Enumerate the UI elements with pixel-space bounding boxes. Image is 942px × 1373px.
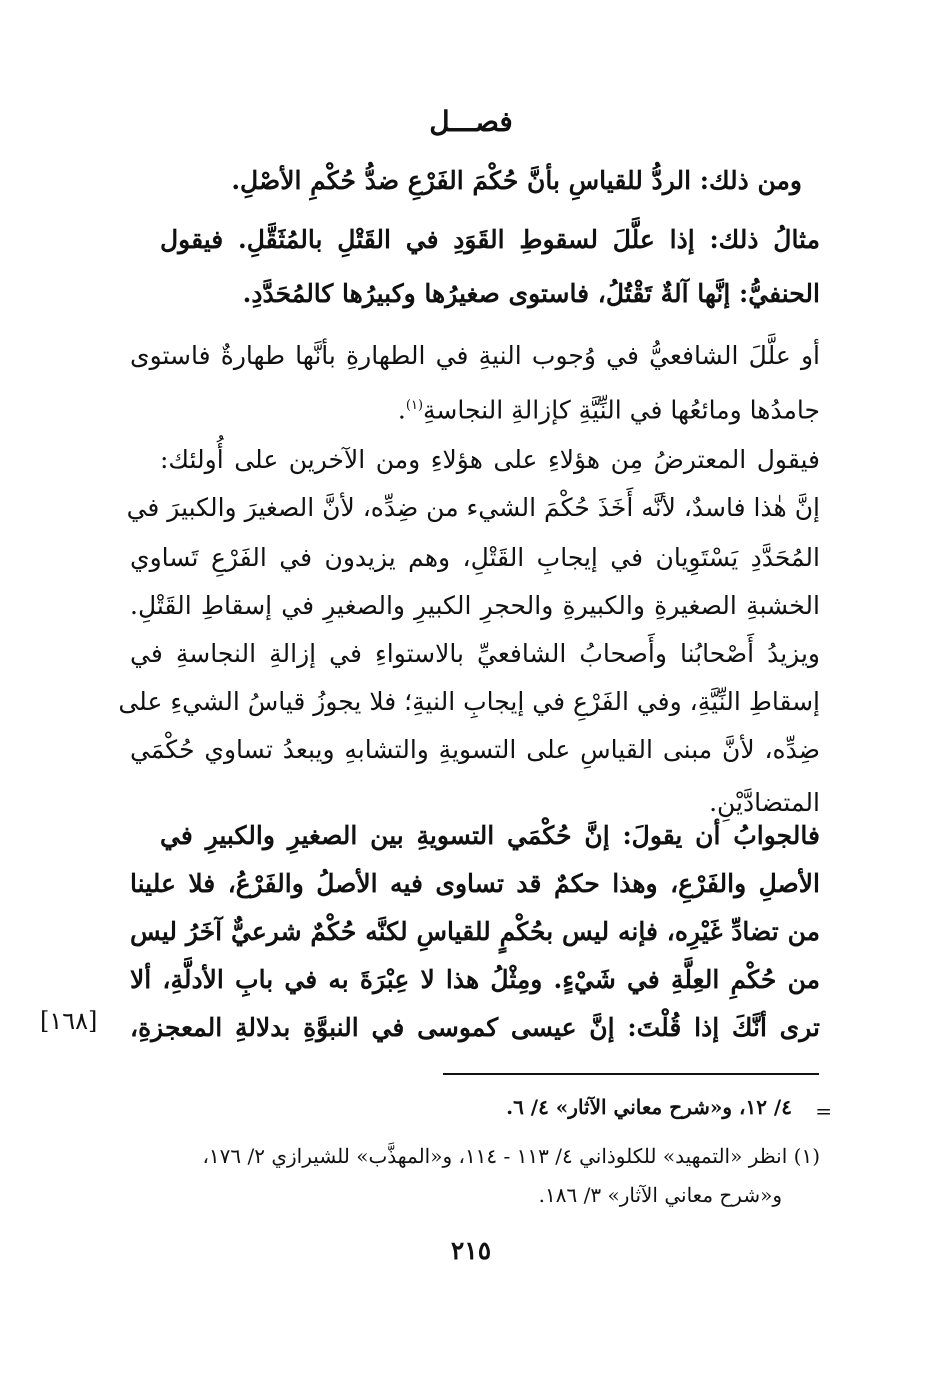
- text-line: إنَّ هٰذا فاسدٌ، لأنَّه أَخَذَ حُكْمَ الشيء من ضِدِّه، لأنَّ الصغيرَ والكبيرَ في: [126, 493, 820, 522]
- text-segment: جامدُها ومائعُها في النِّيَّةِ كإزالةِ النجاسةِ: [423, 395, 820, 425]
- footnote-1: (١) انظر «التمهيد» للكلوذاني ٤/ ١١٣ - ١١٤، و«المهذَّب» للشيرازي ٢/ ١٧٦،: [202, 1144, 820, 1168]
- text-line: الخشبةِ الصغيرةِ والكبيرةِ والحجرِ الكبيرِ والصغيرِ في إسقاطِ القَتْلِ.: [130, 591, 820, 620]
- text-line: من تضادِّ غَيْرِه، فإنه ليس بحُكْمٍ للقياسِ لكنَّه حُكْمٌ شرعيٌّ آخَرُ ليس: [130, 917, 820, 946]
- text-line: إسقاطِ النِّيَّةِ، وفي الفَرْعِ في إيجابِ النيةِ؛ فلا يجوزُ قياسُ الشيءِ على: [118, 687, 820, 716]
- text-line: الأصلِ والفَرْعِ، وهذا حكمٌ قد تساوى فيه الأصلُ والفَرْعُ، فلا علينا: [130, 869, 820, 898]
- text-line: [300, 388, 820, 428]
- text-line: مثالُ ذلك: إذا علَّلَ لسقوطِ القَوَدِ في القَتْلِ بالمُثَقَّلِ. فيقول: [160, 225, 820, 254]
- footnote-1-continuation: و«شرح معاني الآثار» ٣/ ١٨٦.: [538, 1183, 782, 1207]
- section-title: فصـــل: [429, 105, 513, 138]
- text-line: الحنفيُّ: إنَّها آلةٌ تَقْتُلُ، فاستوى صغيرُها وكبيرُها كالمُحَدَّدِ.: [242, 279, 820, 308]
- text-line: من حُكْمِ العِلَّةِ في شَيْءٍ. ومِثْلُ هذا لا عِبْرَةَ به في بابِ الأدلَّةِ، ألا: [130, 965, 820, 994]
- text-line: ومن ذلك: الردُّ للقياسِ بأنَّ حُكْمَ الفَرْعِ ضدُّ حُكْمِ الأصْلِ.: [231, 166, 802, 195]
- footnote-ref-1: (١): [405, 398, 424, 413]
- text-line: المتضادَّيْنِ.: [709, 788, 820, 817]
- footnote-continuation: ٤/ ١٢، و«شرح معاني الآثار» ٤/ ٦.: [506, 1095, 792, 1119]
- page-number: ٢١٥: [450, 1236, 492, 1265]
- text-line: ضِدِّه، لأنَّ مبنى القياسِ على التسويةِ والتشابهِ ويبعدُ تساوي حُكْمَي: [130, 735, 820, 764]
- text-line: فالجوابُ أن يقولَ: إنَّ حُكْمَي التسويةِ بين الصغيرِ والكبيرِ في: [160, 821, 820, 850]
- margin-page-reference: [١٦٨]: [40, 1007, 98, 1035]
- text-line: ويزيدُ أَصْحابُنا وأَصحابُ الشافعيِّ بالاستواءِ في إزالةِ النجاسةِ في: [130, 639, 820, 668]
- text-segment: .: [397, 395, 406, 425]
- text-line: أو علَّلَ الشافعيُّ في وُجوب النيةِ في الطهارةِ بأنَّها طهارةٌ فاستوى: [130, 341, 820, 370]
- footnote-mark: =: [815, 1099, 832, 1123]
- footnote-separator: [443, 1073, 819, 1075]
- text-line: فيقول المعترضُ مِن هؤلاءِ على هؤلاءِ ومن الآخرين على أُولئك:: [160, 445, 820, 474]
- text-line: ترى أنَّكَ إذا قُلْتَ: إنَّ عيسى كموسى في النبوَّةِ بدلالةِ المعجزةِ،: [130, 1013, 820, 1042]
- text-line: المُحَدَّدِ يَسْتَوِيان في إيجابِ القَتْلِ، وهم يزيدون في الفَرْعِ تَساوي: [130, 543, 820, 572]
